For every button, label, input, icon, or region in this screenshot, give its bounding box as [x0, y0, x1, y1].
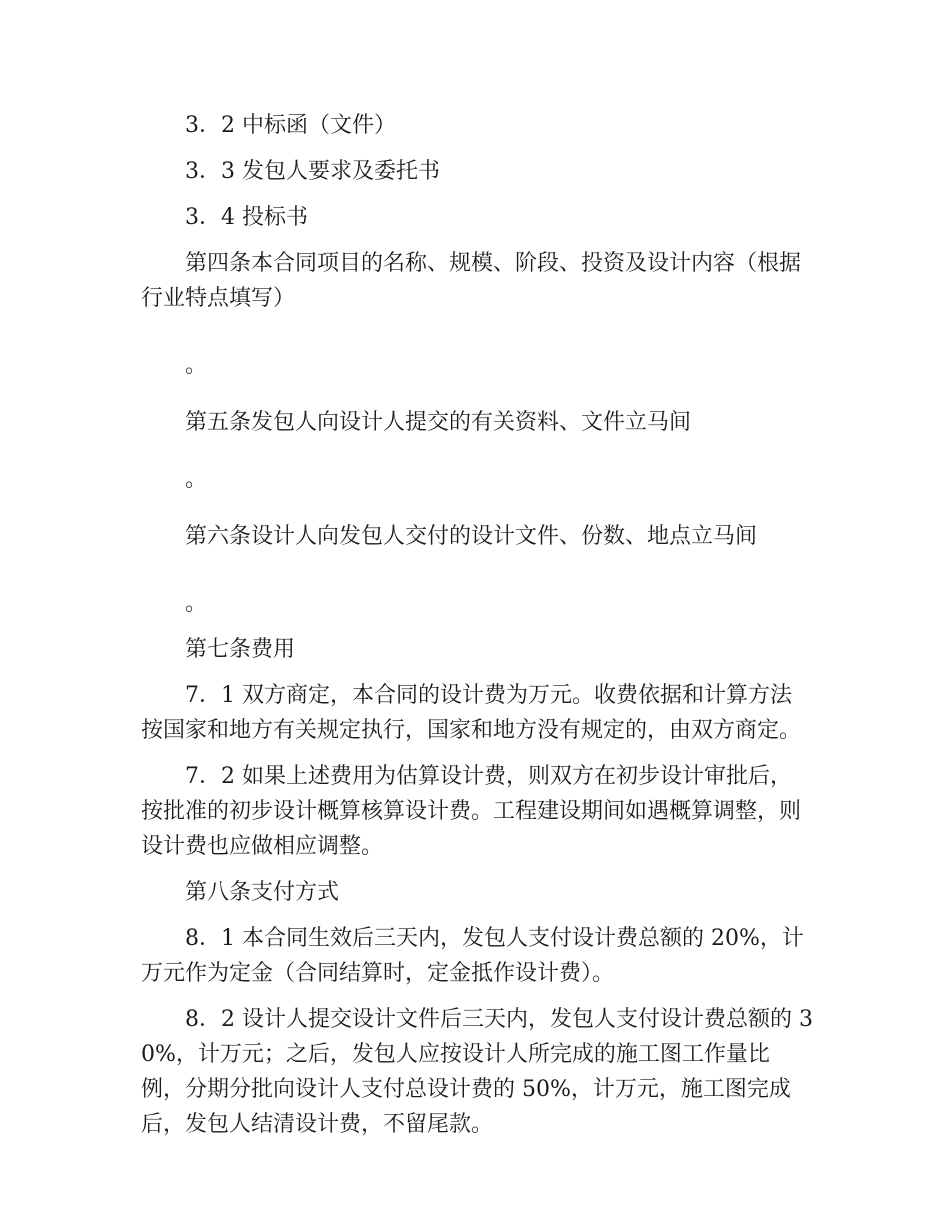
article-8-heading: 第八条支付方式 — [185, 880, 340, 905]
document-body — [141, 108, 813, 1142]
clause-7-2: 7．2 如果上述费用为估算设计费，则双方在初步设计审批后，按批准的初步设计概算核算设计费。工程建设期间如遇概算调整，则设计费也应做相应调整。 — [141, 764, 802, 859]
clause-3-4: 3．4 投标书 — [185, 205, 308, 230]
article-5-blank: 。 — [185, 467, 208, 492]
clause-3-3: 3．3 发包人要求及委托书 — [185, 159, 440, 184]
clause-3-2: 3．2 中标函（文件） — [185, 113, 396, 138]
article-5-heading: 第五条发包人向设计人提交的有关资料、文件立马间 — [185, 410, 692, 435]
article-6-heading: 第六条设计人向发包人交付的设计文件、份数、地点立马间 — [185, 524, 758, 549]
clause-8-1: 8．1 本合同生效后三天内，发包人支付设计费总额的 20%，计万元作为定金（合同结算时，定金抵作设计费）。 — [141, 926, 804, 986]
article-4-blank: 。 — [185, 353, 208, 378]
article-6-blank: 。 — [185, 591, 208, 616]
clause-8-2: 8．2 设计人提交设计文件后三天内，发包人支付设计费总额的 30%，计万元；之后，发包人应按设计人所完成的施工图工作量比例，分期分批向设计人支付总设计费的 50%，计万元，施工图完成后，发包人结清设计费，不留尾款。 — [141, 1007, 813, 1137]
article-7-heading: 第七条费用 — [185, 637, 296, 662]
clause-7-1: 7．1 双方商定，本合同的设计费为万元。收费依据和计算方法按国家和地方有关规定执行，国家和地方没有规定的，由双方商定。 — [141, 683, 802, 743]
article-4-heading: 第四条本合同项目的名称、规模、阶段、投资及设计内容（根据行业特点填写） — [141, 251, 802, 311]
